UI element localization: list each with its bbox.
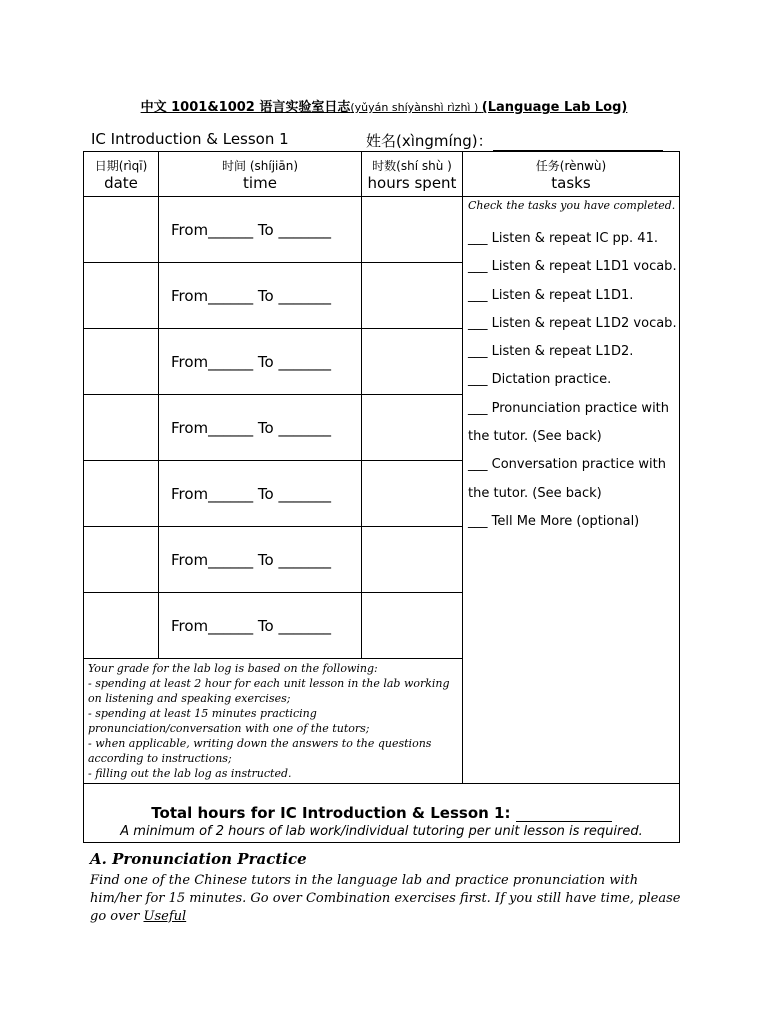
total-row bbox=[84, 784, 680, 843]
column-header-zh: 时数(shí shù ) bbox=[372, 158, 452, 173]
column-header-en: hours spent bbox=[367, 173, 457, 192]
time-cell[interactable]: From______ To _______ bbox=[159, 197, 362, 263]
task-item[interactable]: ___ Listen & repeat IC pp. 41. bbox=[468, 231, 658, 246]
date-cell[interactable] bbox=[84, 329, 159, 395]
task-item[interactable]: ___ Listen & repeat L1D1. bbox=[468, 287, 634, 303]
time-cell[interactable]: From______ To _______ bbox=[159, 527, 362, 593]
lab-log-table bbox=[83, 151, 680, 843]
grade-notes bbox=[84, 659, 463, 784]
total-hours-colon: : bbox=[504, 803, 516, 822]
total-hours-label: Total hours for IC Introduction & Lesson 1 bbox=[151, 803, 505, 822]
hours-cell[interactable] bbox=[362, 461, 463, 527]
time-cell[interactable]: From______ To _______ bbox=[159, 395, 362, 461]
date-cell[interactable] bbox=[84, 593, 159, 659]
page-title bbox=[0, 96, 768, 115]
task-item[interactable]: ___ Pronunciation practice with bbox=[468, 400, 670, 416]
time-cell[interactable]: From______ To _______ bbox=[159, 329, 362, 395]
task-item[interactable]: ___ Listen & repeat L1D2 vocab. bbox=[468, 315, 677, 331]
tasks-note: Check the tasks you have completed. bbox=[468, 199, 676, 212]
grade-note-line: - spending at least 2 hour for each unit lesson in the lab working on listening and speaking exercises; bbox=[88, 677, 450, 705]
useful-link[interactable]: Useful bbox=[143, 909, 187, 924]
task-item[interactable]: ___ Listen & repeat L1D2. bbox=[468, 344, 634, 360]
grade-note-line: - spending at least 15 minutes practicing pronunciation/conversation with one of the tutors; bbox=[88, 707, 370, 735]
tasks-cell bbox=[463, 197, 680, 784]
column-header-hours bbox=[362, 152, 463, 197]
task-item-continued: the tutor. (See back) bbox=[468, 429, 602, 445]
task-item-continued: the tutor. (See back) bbox=[468, 485, 602, 501]
column-header-zh: 时间 (shíjiān) bbox=[222, 158, 298, 173]
hours-cell[interactable] bbox=[362, 395, 463, 461]
title-english: (Language Lab Log) bbox=[481, 100, 628, 115]
name-blank-line[interactable] bbox=[493, 136, 663, 151]
column-header-date bbox=[84, 152, 159, 197]
hours-cell[interactable] bbox=[362, 527, 463, 593]
time-cell[interactable]: From______ To _______ bbox=[159, 593, 362, 659]
date-cell[interactable] bbox=[84, 197, 159, 263]
section-a-heading: A. Pronunciation Practice bbox=[90, 850, 307, 868]
task-item[interactable]: ___ Listen & repeat L1D1 vocab. bbox=[468, 259, 677, 275]
section-a-paragraph bbox=[90, 872, 690, 926]
minimum-note: A minimum of 2 hours of lab work/individual tutoring per unit lesson is required. bbox=[120, 823, 643, 839]
hours-cell[interactable] bbox=[362, 593, 463, 659]
hours-cell[interactable] bbox=[362, 263, 463, 329]
task-item[interactable]: ___ Tell Me More (optional) bbox=[468, 513, 640, 529]
column-header-en: tasks bbox=[551, 173, 591, 192]
grade-note-line: Your grade for the lab log is based on the following: bbox=[88, 662, 378, 675]
date-cell[interactable] bbox=[84, 527, 159, 593]
name-label: 姓名(xìngmíng)： bbox=[366, 132, 493, 150]
total-hours-cell bbox=[84, 784, 680, 843]
name-field[interactable] bbox=[366, 130, 663, 151]
lesson-label: IC Introduction & Lesson 1 bbox=[91, 130, 289, 148]
section-a-text: Find one of the Chinese tutors in the language lab and practice pronunciation with him/her for 15 minutes. Go over Combination exercises first. If you still have time, please go over bbox=[90, 873, 681, 924]
time-cell[interactable]: From______ To _______ bbox=[159, 461, 362, 527]
total-hours-blank[interactable] bbox=[516, 807, 612, 822]
task-item[interactable]: ___ Dictation practice. bbox=[468, 372, 612, 388]
column-header-en: time bbox=[243, 173, 277, 192]
task-item[interactable]: ___ Conversation practice with bbox=[468, 457, 666, 473]
title-course: 中文 1001&1002 语言实验室日志 bbox=[140, 100, 351, 115]
date-cell[interactable] bbox=[84, 395, 159, 461]
header-row bbox=[84, 152, 680, 197]
grade-note-line: - filling out the lab log as instructed. bbox=[88, 767, 292, 780]
column-header-zh: 任务(rènwù) bbox=[535, 158, 607, 173]
grade-note-line: - when applicable, writing down the answers to the questions according to instructions; bbox=[88, 737, 432, 765]
hours-cell[interactable] bbox=[362, 329, 463, 395]
date-cell[interactable] bbox=[84, 461, 159, 527]
date-cell[interactable] bbox=[84, 263, 159, 329]
time-cell[interactable]: From______ To _______ bbox=[159, 263, 362, 329]
column-header-en: date bbox=[104, 173, 138, 192]
column-header-tasks bbox=[463, 152, 680, 197]
hours-cell[interactable] bbox=[362, 197, 463, 263]
column-header-zh: 日期(rìqī) bbox=[94, 158, 148, 173]
table-row bbox=[84, 197, 680, 263]
title-pinyin: (yǔyán shíyànshì rìzhì ) bbox=[350, 101, 482, 114]
column-header-time bbox=[159, 152, 362, 197]
total-hours-line bbox=[84, 804, 679, 822]
